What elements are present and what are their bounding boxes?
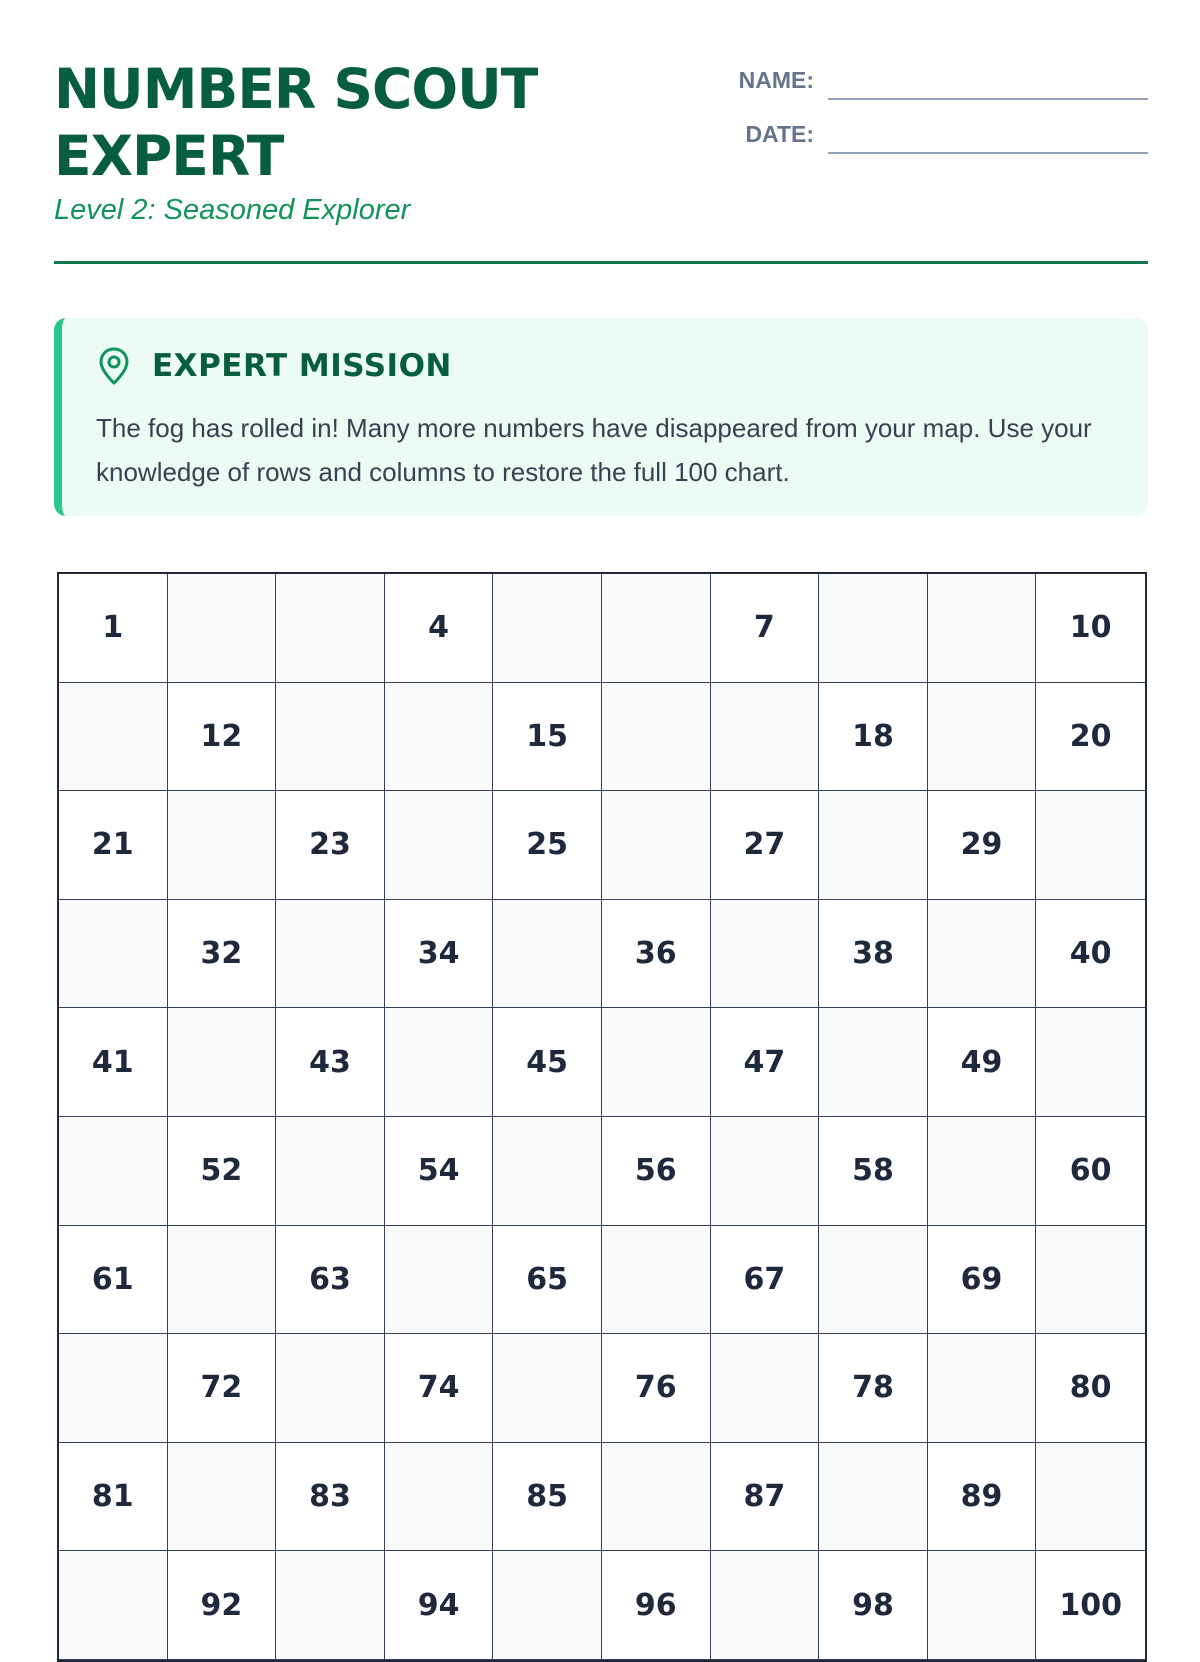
number-cell: 100 [1036, 1551, 1145, 1660]
date-field-row [718, 110, 1148, 154]
blank-cell[interactable] [711, 1551, 820, 1660]
number-cell: 18 [819, 683, 928, 792]
page-subtitle: Level 2: Seasoned Explorer [54, 194, 411, 226]
number-cell: 47 [711, 1008, 820, 1117]
blank-cell[interactable] [59, 900, 168, 1009]
blank-cell[interactable] [819, 1008, 928, 1117]
name-label: NAME: [738, 67, 814, 93]
blank-cell[interactable] [59, 1551, 168, 1660]
blank-cell[interactable] [493, 574, 602, 683]
blank-cell[interactable] [168, 1226, 277, 1335]
number-cell: 61 [59, 1226, 168, 1335]
blank-cell[interactable] [1036, 1008, 1145, 1117]
hundred-chart-grid [57, 572, 1147, 1662]
blank-cell[interactable] [602, 574, 711, 683]
mission-title: EXPERT MISSION [152, 348, 452, 384]
blank-cell[interactable] [385, 1443, 494, 1552]
number-cell: 65 [493, 1226, 602, 1335]
map-pin-icon [96, 346, 132, 386]
blank-cell[interactable] [602, 1008, 711, 1117]
blank-cell[interactable] [602, 1443, 711, 1552]
number-cell: 36 [602, 900, 711, 1009]
blank-cell[interactable] [928, 1334, 1037, 1443]
number-cell: 87 [711, 1443, 820, 1552]
number-cell: 76 [602, 1334, 711, 1443]
date-label: DATE: [745, 121, 814, 147]
blank-cell[interactable] [1036, 791, 1145, 900]
number-cell: 12 [168, 683, 277, 792]
number-cell: 56 [602, 1117, 711, 1226]
blank-cell[interactable] [59, 1334, 168, 1443]
date-field[interactable] [828, 152, 1148, 154]
blank-cell[interactable] [168, 574, 277, 683]
number-cell: 7 [711, 574, 820, 683]
number-cell: 40 [1036, 900, 1145, 1009]
mission-header [96, 346, 452, 386]
name-field-row [718, 56, 1148, 100]
student-fields [718, 56, 1148, 164]
blank-cell[interactable] [385, 683, 494, 792]
number-cell: 98 [819, 1551, 928, 1660]
number-cell: 15 [493, 683, 602, 792]
number-cell: 58 [819, 1117, 928, 1226]
number-cell: 10 [1036, 574, 1145, 683]
number-cell: 72 [168, 1334, 277, 1443]
blank-cell[interactable] [711, 683, 820, 792]
number-cell: 41 [59, 1008, 168, 1117]
blank-cell[interactable] [819, 1443, 928, 1552]
blank-cell[interactable] [168, 1443, 277, 1552]
number-cell: 74 [385, 1334, 494, 1443]
blank-cell[interactable] [928, 1551, 1037, 1660]
number-cell: 38 [819, 900, 928, 1009]
number-cell: 20 [1036, 683, 1145, 792]
number-cell: 89 [928, 1443, 1037, 1552]
blank-cell[interactable] [928, 574, 1037, 683]
number-cell: 83 [276, 1443, 385, 1552]
blank-cell[interactable] [819, 574, 928, 683]
header-divider [54, 261, 1148, 264]
blank-cell[interactable] [276, 900, 385, 1009]
blank-cell[interactable] [276, 683, 385, 792]
blank-cell[interactable] [819, 1226, 928, 1335]
blank-cell[interactable] [276, 1551, 385, 1660]
blank-cell[interactable] [59, 683, 168, 792]
blank-cell[interactable] [711, 1117, 820, 1226]
blank-cell[interactable] [276, 1334, 385, 1443]
page-title: NUMBER SCOUT EXPERT [54, 57, 538, 188]
number-cell: 21 [59, 791, 168, 900]
number-cell: 85 [493, 1443, 602, 1552]
number-cell: 67 [711, 1226, 820, 1335]
blank-cell[interactable] [602, 791, 711, 900]
number-cell: 27 [711, 791, 820, 900]
number-cell: 34 [385, 900, 494, 1009]
number-cell: 49 [928, 1008, 1037, 1117]
blank-cell[interactable] [493, 1551, 602, 1660]
mission-box [54, 318, 1148, 516]
number-cell: 32 [168, 900, 277, 1009]
number-cell: 80 [1036, 1334, 1145, 1443]
number-cell: 4 [385, 574, 494, 683]
number-cell: 25 [493, 791, 602, 900]
blank-cell[interactable] [928, 683, 1037, 792]
blank-cell[interactable] [819, 791, 928, 900]
blank-cell[interactable] [493, 900, 602, 1009]
number-cell: 52 [168, 1117, 277, 1226]
number-cell: 54 [385, 1117, 494, 1226]
blank-cell[interactable] [276, 574, 385, 683]
blank-cell[interactable] [928, 900, 1037, 1009]
number-cell: 60 [1036, 1117, 1145, 1226]
number-cell: 45 [493, 1008, 602, 1117]
number-cell: 78 [819, 1334, 928, 1443]
blank-cell[interactable] [928, 1117, 1037, 1226]
header [54, 48, 1148, 226]
blank-cell[interactable] [168, 1008, 277, 1117]
number-cell: 29 [928, 791, 1037, 900]
number-cell: 43 [276, 1008, 385, 1117]
number-cell: 1 [59, 574, 168, 683]
blank-cell[interactable] [711, 1334, 820, 1443]
mission-text: The fog has rolled in! Many more numbers have disappeared from your map. Use your knowledge of rows and columns to restore the full 100 chart. [96, 413, 1092, 487]
number-cell: 69 [928, 1226, 1037, 1335]
blank-cell[interactable] [385, 1008, 494, 1117]
blank-cell[interactable] [59, 1117, 168, 1226]
blank-cell[interactable] [711, 900, 820, 1009]
blank-cell[interactable] [385, 791, 494, 900]
number-cell: 92 [168, 1551, 277, 1660]
number-cell: 94 [385, 1551, 494, 1660]
blank-cell[interactable] [1036, 1226, 1145, 1335]
blank-cell[interactable] [168, 791, 277, 900]
name-field[interactable] [828, 98, 1148, 100]
blank-cell[interactable] [1036, 1443, 1145, 1552]
number-cell: 81 [59, 1443, 168, 1552]
blank-cell[interactable] [602, 683, 711, 792]
blank-cell[interactable] [493, 1334, 602, 1443]
blank-cell[interactable] [276, 1117, 385, 1226]
number-cell: 96 [602, 1551, 711, 1660]
number-cell: 23 [276, 791, 385, 900]
blank-cell[interactable] [602, 1226, 711, 1335]
blank-cell[interactable] [493, 1117, 602, 1226]
number-cell: 63 [276, 1226, 385, 1335]
blank-cell[interactable] [385, 1226, 494, 1335]
